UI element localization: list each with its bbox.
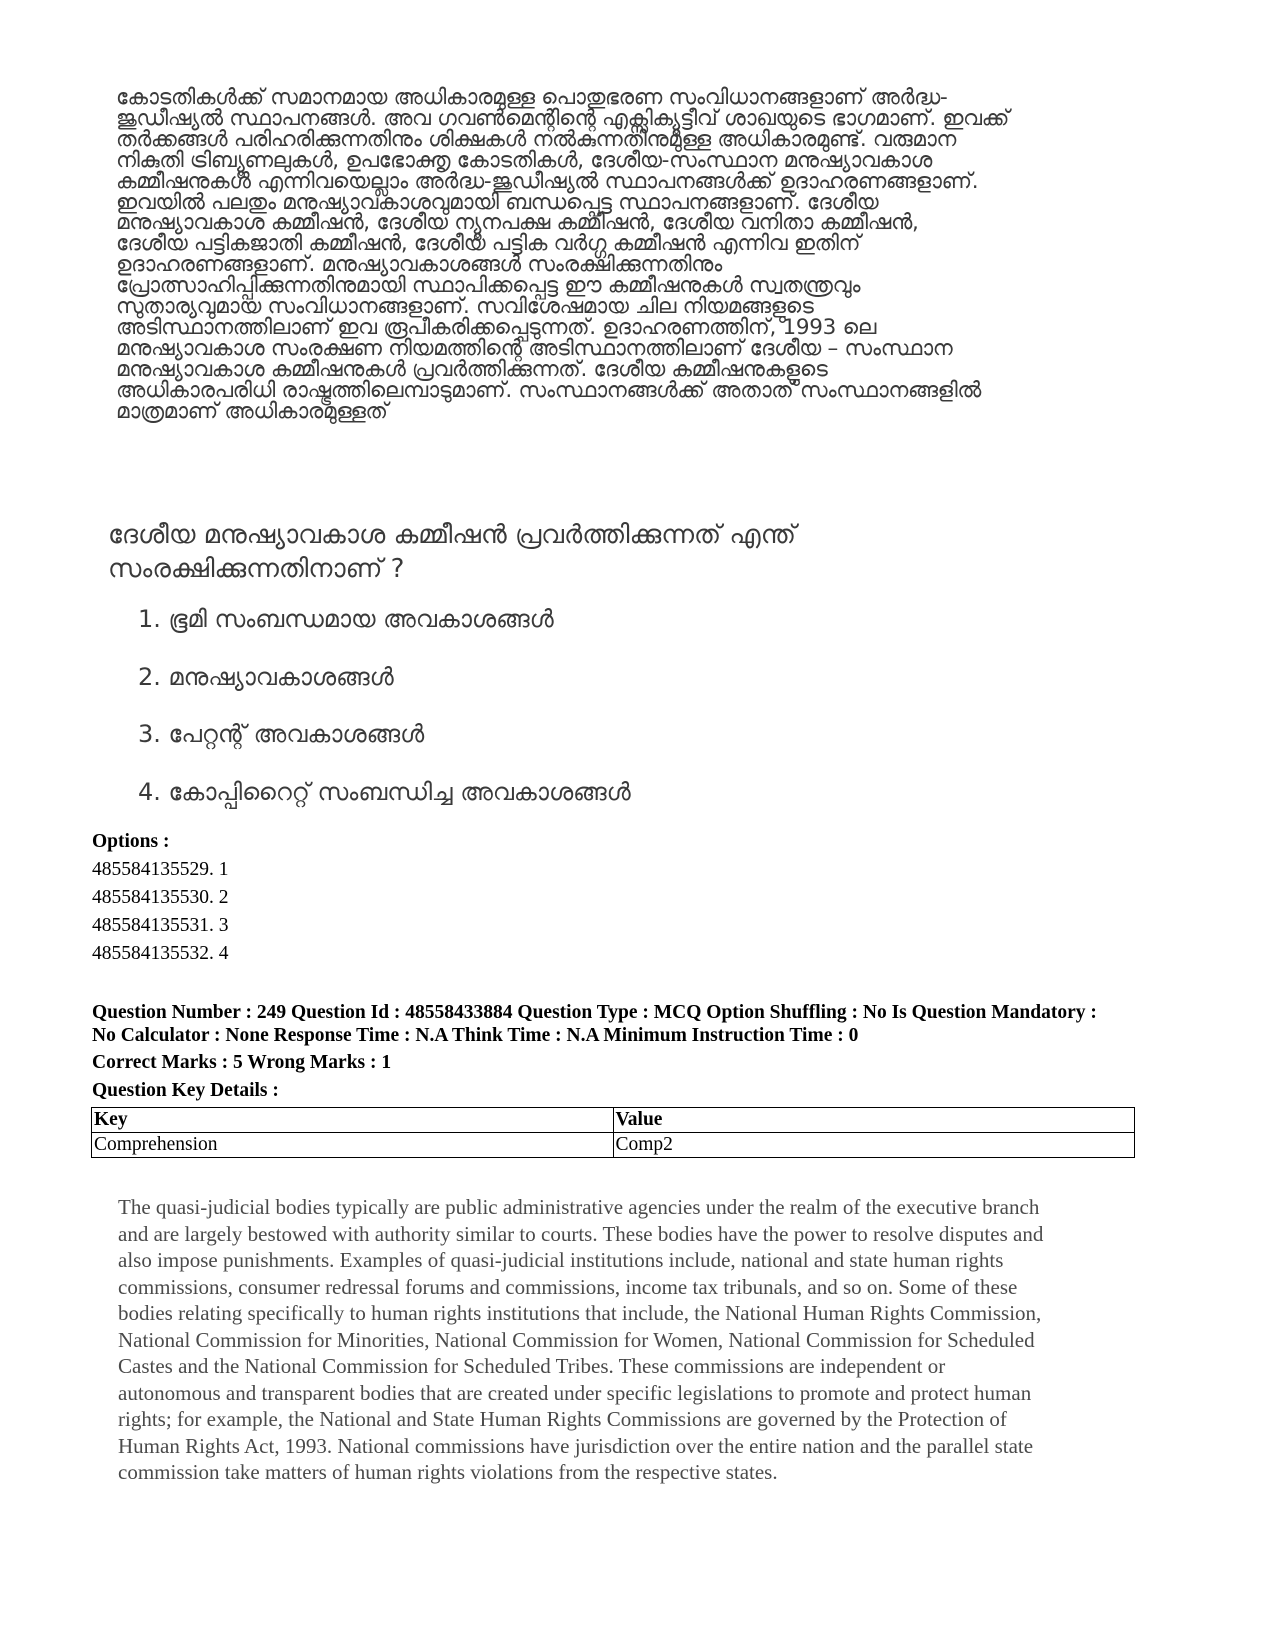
passage-line: മനുഷ്യാവകാശ കമ്മീഷനുകൾ പ്രവർത്തിക്കുന്നത്. ദേശീയ കമ്മീഷനുകളുടെ <box>116 356 828 382</box>
english-passage <box>118 1194 1138 1486</box>
marks-info: Correct Marks : 5 Wrong Marks : 1 <box>92 1052 392 1073</box>
passage-line: അധികാരപരിധി രാഷ്ട്രത്തിലെമ്പാടുമാണ്. സംസ്ഥാനങ്ങൾക്ക് അതാത് സംസ്ഥാനങ്ങളിൽ <box>116 377 982 403</box>
passage-line: The quasi-judicial bodies typically are public administrative agencies under the realm of the executive branch <box>118 1195 1040 1219</box>
passage-line: നികുതി ട്രിബ്യൂണലുകൾ, ഉപഭോക്തൃ കോടതികൾ, ദേശീയ-സംസ്ഥാന മനുഷ്യാവകാശ <box>116 147 932 173</box>
table-cell-key: Comprehension <box>92 1133 614 1158</box>
malayalam-passage <box>116 85 1166 424</box>
passage-line: മനുഷ്യാവകാശ കമ്മീഷൻ, ദേശീയ ന്യൂനപക്ഷ കമ്മീഷൻ, ദേശീയ വനിതാ കമ്മീഷൻ, <box>116 210 919 236</box>
passage-line: National Commission for Minorities, National Commission for Women, National Commission for Scheduled <box>118 1327 1035 1352</box>
table-cell-value: Comp2 <box>613 1133 1135 1158</box>
option-item: 485584135532. 4 <box>92 943 229 964</box>
answer-choice-1: 1. ഭൂമി സംബന്ധമായ അവകാശങ്ങൾ <box>138 605 554 633</box>
passage-line: Castes and the National Commission for Scheduled Tribes. These commissions are independent or <box>118 1354 946 1378</box>
question-info <box>92 1001 1182 1047</box>
option-item: 485584135531. 3 <box>92 915 229 936</box>
question-text <box>108 518 1008 586</box>
table-header-value: Value <box>613 1108 1135 1133</box>
passage-line: പ്രോത്സാഹിപ്പിക്കുന്നതിനുമായി സ്ഥാപിക്കപ്പെട്ട ഈ കമ്മീഷനുകൾ സ്വതന്ത്രവും <box>116 273 861 299</box>
options-list <box>92 856 229 968</box>
passage-line: also impose punishments. Examples of quasi-judicial institutions include, national and state human rights <box>118 1248 1004 1272</box>
key-details-table <box>91 1107 1135 1158</box>
passage-line: തർക്കങ്ങൾ പരിഹരിക്കുന്നതിനും ശിക്ഷകൾ നൽകുന്നതിനുമുള്ള അധികാരമുണ്ട്. വരുമാന <box>116 126 957 152</box>
question-info-line: Question Number : 249 Question Id : 48558433884 Question Type : MCQ Option Shuffling : No Is Question Mandatory : <box>92 1002 1097 1023</box>
answer-choices <box>138 602 631 832</box>
question-line: ദേശീയ മനുഷ്യാവകാശ കമ്മീഷൻ പ്രവർത്തിക്കുന്നത് എന്ത് <box>108 520 796 550</box>
options-heading: Options : <box>92 831 170 852</box>
option-item: 485584135530. 2 <box>92 887 229 908</box>
passage-line: and are largely bestowed with authority similar to courts. These bodies have the power to resolve disputes and <box>118 1221 1044 1246</box>
passage-line: rights; for example, the National and State Human Rights Commissions are governed by the Protection of <box>118 1407 1007 1431</box>
passage-line: അടിസ്ഥാനത്തിലാണ് ഇവ രൂപീകരിക്കപ്പെടുന്നത്. ഉദാഹരണത്തിന്, 1993 ലെ <box>116 314 877 340</box>
passage-line: മാത്രമാണ് അധികാരമുള്ളത് <box>116 398 388 424</box>
passage-line: Human Rights Act, 1993. National commissions have jurisdiction over the entire nation and the parallel state <box>118 1433 1034 1458</box>
table-row <box>92 1133 1135 1158</box>
answer-choice-3: 3. പേറ്റന്റ് അവകാശങ്ങൾ <box>138 720 425 748</box>
answer-choice-4: 4. കോപ്പിറൈറ്റ് സംബന്ധിച്ച അവകാശങ്ങൾ <box>138 777 631 806</box>
passage-line: commissions, consumer redressal forums and commissions, income tax tribunals, and so on. Some of these <box>118 1274 1018 1299</box>
passage-line: ജുഡീഷ്യൽ സ്ഥാപനങ്ങൾ. അവ ഗവൺമെന്റിന്റെ എക്സിക്യൂട്ടീവ് ശാഖയുടെ ഭാഗമാണ്. ഇവക്ക് <box>116 105 1010 131</box>
passage-line: ഉദാഹരണങ്ങളാണ്. മനുഷ്യാവകാശങ്ങൾ സംരക്ഷിക്കുന്നതിനും <box>116 252 722 278</box>
passage-line: കമ്മീഷനുകൾ എന്നിവയെല്ലാം അർദ്ധ-ജുഡീഷ്യൽ സ്ഥാപനങ്ങൾക്ക് ഉദാഹരണങ്ങളാണ്. <box>116 168 979 194</box>
passage-line: ഇവയിൽ പലതും മനുഷ്യാവകാശവുമായി ബന്ധപ്പെട്ട സ്ഥാപനങ്ങളാണ്. ദേശീയ <box>116 189 879 215</box>
question-line: സംരക്ഷിക്കുന്നതിനാണ് ? <box>108 554 405 584</box>
passage-line: സുതാര്യവുമായ സംവിധാനങ്ങളാണ്. സവിശേഷമായ ചില നിയമങ്ങളുടെ <box>116 294 814 320</box>
passage-line: bodies relating specifically to human rights institutions that include, the National Human Rights Commission, <box>118 1301 1042 1325</box>
question-info-line: No Calculator : None Response Time : N.A Think Time : N.A Minimum Instruction Time : 0 <box>92 1025 859 1046</box>
passage-line: commission take matters of human rights violations from the respective states. <box>118 1460 778 1484</box>
key-details-heading: Question Key Details : <box>92 1080 279 1101</box>
passage-line: കോടതികൾക്ക് സമാനമായ അധികാരമുള്ള പൊതുഭരണ സംവിധാനങ്ങളാണ് അർദ്ധ- <box>116 85 948 110</box>
passage-line: ദേശീയ പട്ടികജാതി കമ്മീഷൻ, ദേശീയ പട്ടിക വർഗ്ഗ കമ്മീഷൻ എന്നിവ ഇതിന് <box>116 231 861 257</box>
option-item: 485584135529. 1 <box>92 859 229 880</box>
answer-choice-2: 2. മനുഷ്യാവകാശങ്ങൾ <box>138 662 394 691</box>
table-header-row <box>92 1108 1135 1133</box>
table-header-key: Key <box>92 1108 614 1133</box>
passage-line: മനുഷ്യാവകാശ സംരക്ഷണ നിയമത്തിന്റെ അടിസ്ഥാനത്തിലാണ് ദേശീയ – സംസ്ഥാന <box>116 335 953 361</box>
passage-line: autonomous and transparent bodies that are created under specific legislations to promote and protect human <box>118 1380 1032 1405</box>
